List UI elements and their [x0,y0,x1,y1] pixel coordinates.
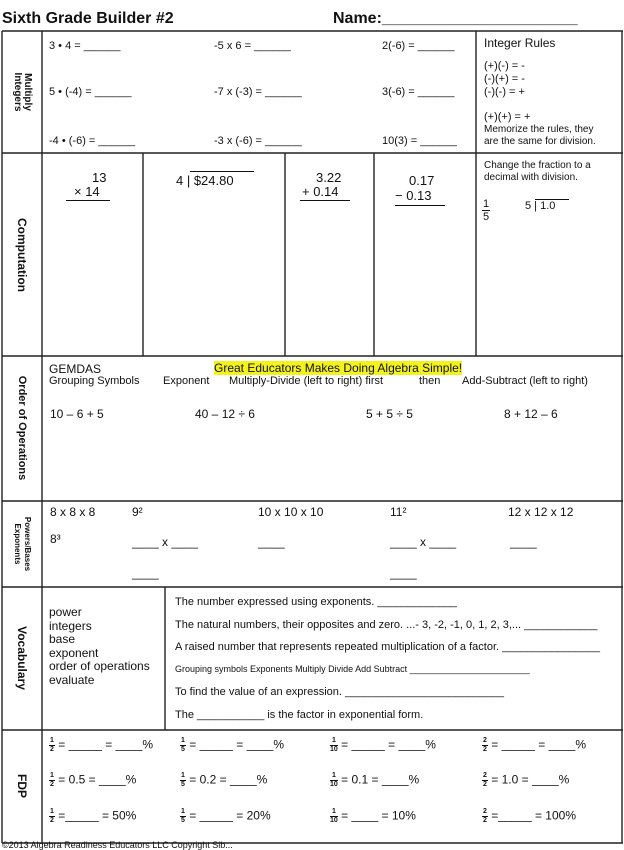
gemdas-slogan: Great Educators Makes Doing Algebra Simple! [214,361,463,375]
name-field[interactable]: Name:______________________ [333,10,578,27]
order-problem: 10 – 6 + 5 [50,407,104,421]
power-expression: 9² [132,505,143,519]
fdp-item: $\frac{2}{2}$ =_____ = 100% [483,808,576,824]
integer-rule: (-)(+) = - [484,73,525,85]
section-label-vocabulary: Vocabulary [15,626,29,690]
section-label-computation: Computation [15,218,29,292]
fraction: $\frac{1}{5}$ [181,772,185,788]
computation-instruction: Change the fraction to a [484,160,591,171]
order-problem: 8 + 12 – 6 [504,407,558,421]
power-expression: 11² [390,505,407,519]
multiply-problem: 5 • (-4) = ______ [49,86,132,98]
computation-instruction: decimal with division. [484,172,578,183]
answer-line [395,205,445,206]
power-answer[interactable]: ____ [390,566,417,580]
multiply-problem: -3 x (-6) = ______ [214,135,302,147]
fraction: $\frac{1}{10}$ [330,808,338,824]
fdp-item: $\frac{1}{2}$ = 0.5 = ____% [50,772,137,788]
fraction: $\frac{1}{2}$ [50,737,54,753]
gemdas-label: GEMDAS [49,362,102,376]
fraction: $\frac{1}{5}$ [181,808,185,824]
fraction: $\frac{2}{2}$ [483,737,487,753]
power-answer[interactable]: ____ [510,535,537,549]
power-answer[interactable]: ____ x ____ [132,535,199,549]
fdp-item: $\frac{1}{10}$ = ____ = 10% [330,808,416,824]
order-step: Grouping Symbols [49,375,140,387]
multiply-problem: 10(3) = ______ [382,135,457,147]
fraction: $\frac{2}{2}$ [483,808,487,824]
division-bar [190,171,254,172]
multiply-problem: -7 x (-3) = ______ [214,86,302,98]
memorize-note: are the same for division. [484,136,596,147]
section-label-order: Order of Operations [16,375,28,481]
fdp-item: $\frac{1}{2}$ =_____ = 50% [50,808,137,824]
multiply-problem: 3(-6) = ______ [382,86,455,98]
power-answer[interactable]: ____ [258,535,285,549]
multiply-problem: 3 • 4 = ______ [49,40,121,52]
vocab-definition: To find the value of an expression. __________________________ [175,686,505,698]
copyright-footer: ©2013 Algebra Readiness Educators LLC Copyright Sib... [2,840,233,850]
integer-rules-title: Integer Rules [484,36,556,50]
multiply-problem: -4 • (-6) = ______ [49,135,136,147]
order-problem: 5 + 5 ÷ 5 [366,407,413,421]
power-expression: 8³ [50,532,61,546]
order-problem: 40 – 12 ÷ 6 [195,407,255,421]
fraction: $\frac{1}{10}$ [330,772,338,788]
fdp-item: $\frac{1}{5}$ = _____ = ____% [181,737,285,753]
answer-line [66,200,110,201]
vocab-definition: The ___________ is the factor in exponential form. [175,709,424,721]
integer-rule: (-)(-) = + [484,86,525,98]
fdp-item: $\frac{1}{5}$ = _____ = 20% [181,808,271,824]
fraction: 1 5 [483,198,490,223]
page-title: Sixth Grade Builder #2 [2,10,174,27]
fraction: $\frac{1}{2}$ [50,808,54,824]
fraction: $\frac{1}{2}$ [50,772,54,788]
multiply-problem: -5 x 6 = ______ [214,40,291,52]
vocab-definition: The number expressed using exponents. _____________ [175,596,457,608]
order-step: Exponent [163,375,210,387]
fraction: $\frac{2}{2}$ [483,772,487,788]
division-bar [535,199,569,200]
fdp-item: $\frac{2}{2}$ = _____ = ____% [483,737,587,753]
fdp-item: $\frac{2}{2}$ = 1.0 = ____% [483,772,570,788]
power-expression: 12 x 12 x 12 [508,505,574,519]
order-step: Add-Subtract (left to right) [462,375,588,387]
vocab-word: base [49,632,76,646]
power-expression: 10 x 10 x 10 [258,505,324,519]
vocab-word: exponent [49,646,99,660]
computation-value: + 0.14 [302,184,339,199]
section-label-fdp: FDP [15,774,29,798]
fraction: $\frac{1}{10}$ [330,737,338,753]
section-label-powers: Powers/Bases Exponents [13,516,32,572]
computation-value: − 0.13 [395,188,432,203]
multiply-problem: 2(-6) = ______ [382,40,455,52]
computation-value: × 14 [74,184,100,199]
fdp-item: $\frac{1}{10}$ = 0.1 = ____% [330,772,420,788]
division-problem: 4 | $24.80 [176,173,234,188]
answer-line [300,200,350,201]
computation-value: 13 [92,170,107,185]
power-expression: 8 x 8 x 8 [50,505,96,519]
memorize-note: Memorize the rules, they [484,124,594,135]
fdp-item: $\frac{1}{10}$ = _____ = ____% [330,737,436,753]
fraction: $\frac{1}{5}$ [181,737,185,753]
computation-value: 3.22 [316,170,342,185]
vocab-definition: Grouping symbols Exponents Multiply Divide Add Subtract ________________________ [175,664,530,674]
fdp-item: $\frac{1}{5}$ = 0.2 = ____% [181,772,268,788]
vocab-definition: The natural numbers, their opposites and zero. ...- 3, -2, -1, 0, 1, 2, 3,... ____________ [175,619,598,631]
order-step: Multiply-Divide (left to right) first [229,375,384,387]
vocab-word: order of operations [49,659,150,673]
fdp-item: $\frac{1}{2}$ = _____ = ____% [50,737,154,753]
computation-value: 0.17 [409,173,435,188]
order-step: then [419,375,441,387]
integer-rule: (+)(-) = - [484,60,525,72]
vocab-definition: A raised number that represents repeated multiplication of a factor. ________________ [175,641,601,653]
section-label-multiply: Multiply Integers [12,72,33,112]
vocab-word: integers [49,619,92,633]
power-answer[interactable]: ____ x ____ [390,535,457,549]
division-problem: 5 | 1.0 [525,200,556,212]
vocab-word: evaluate [49,673,95,687]
vocab-word: power [49,605,82,619]
integer-rule: (+)(+) = + [484,111,531,123]
power-answer[interactable]: ____ [132,566,159,580]
